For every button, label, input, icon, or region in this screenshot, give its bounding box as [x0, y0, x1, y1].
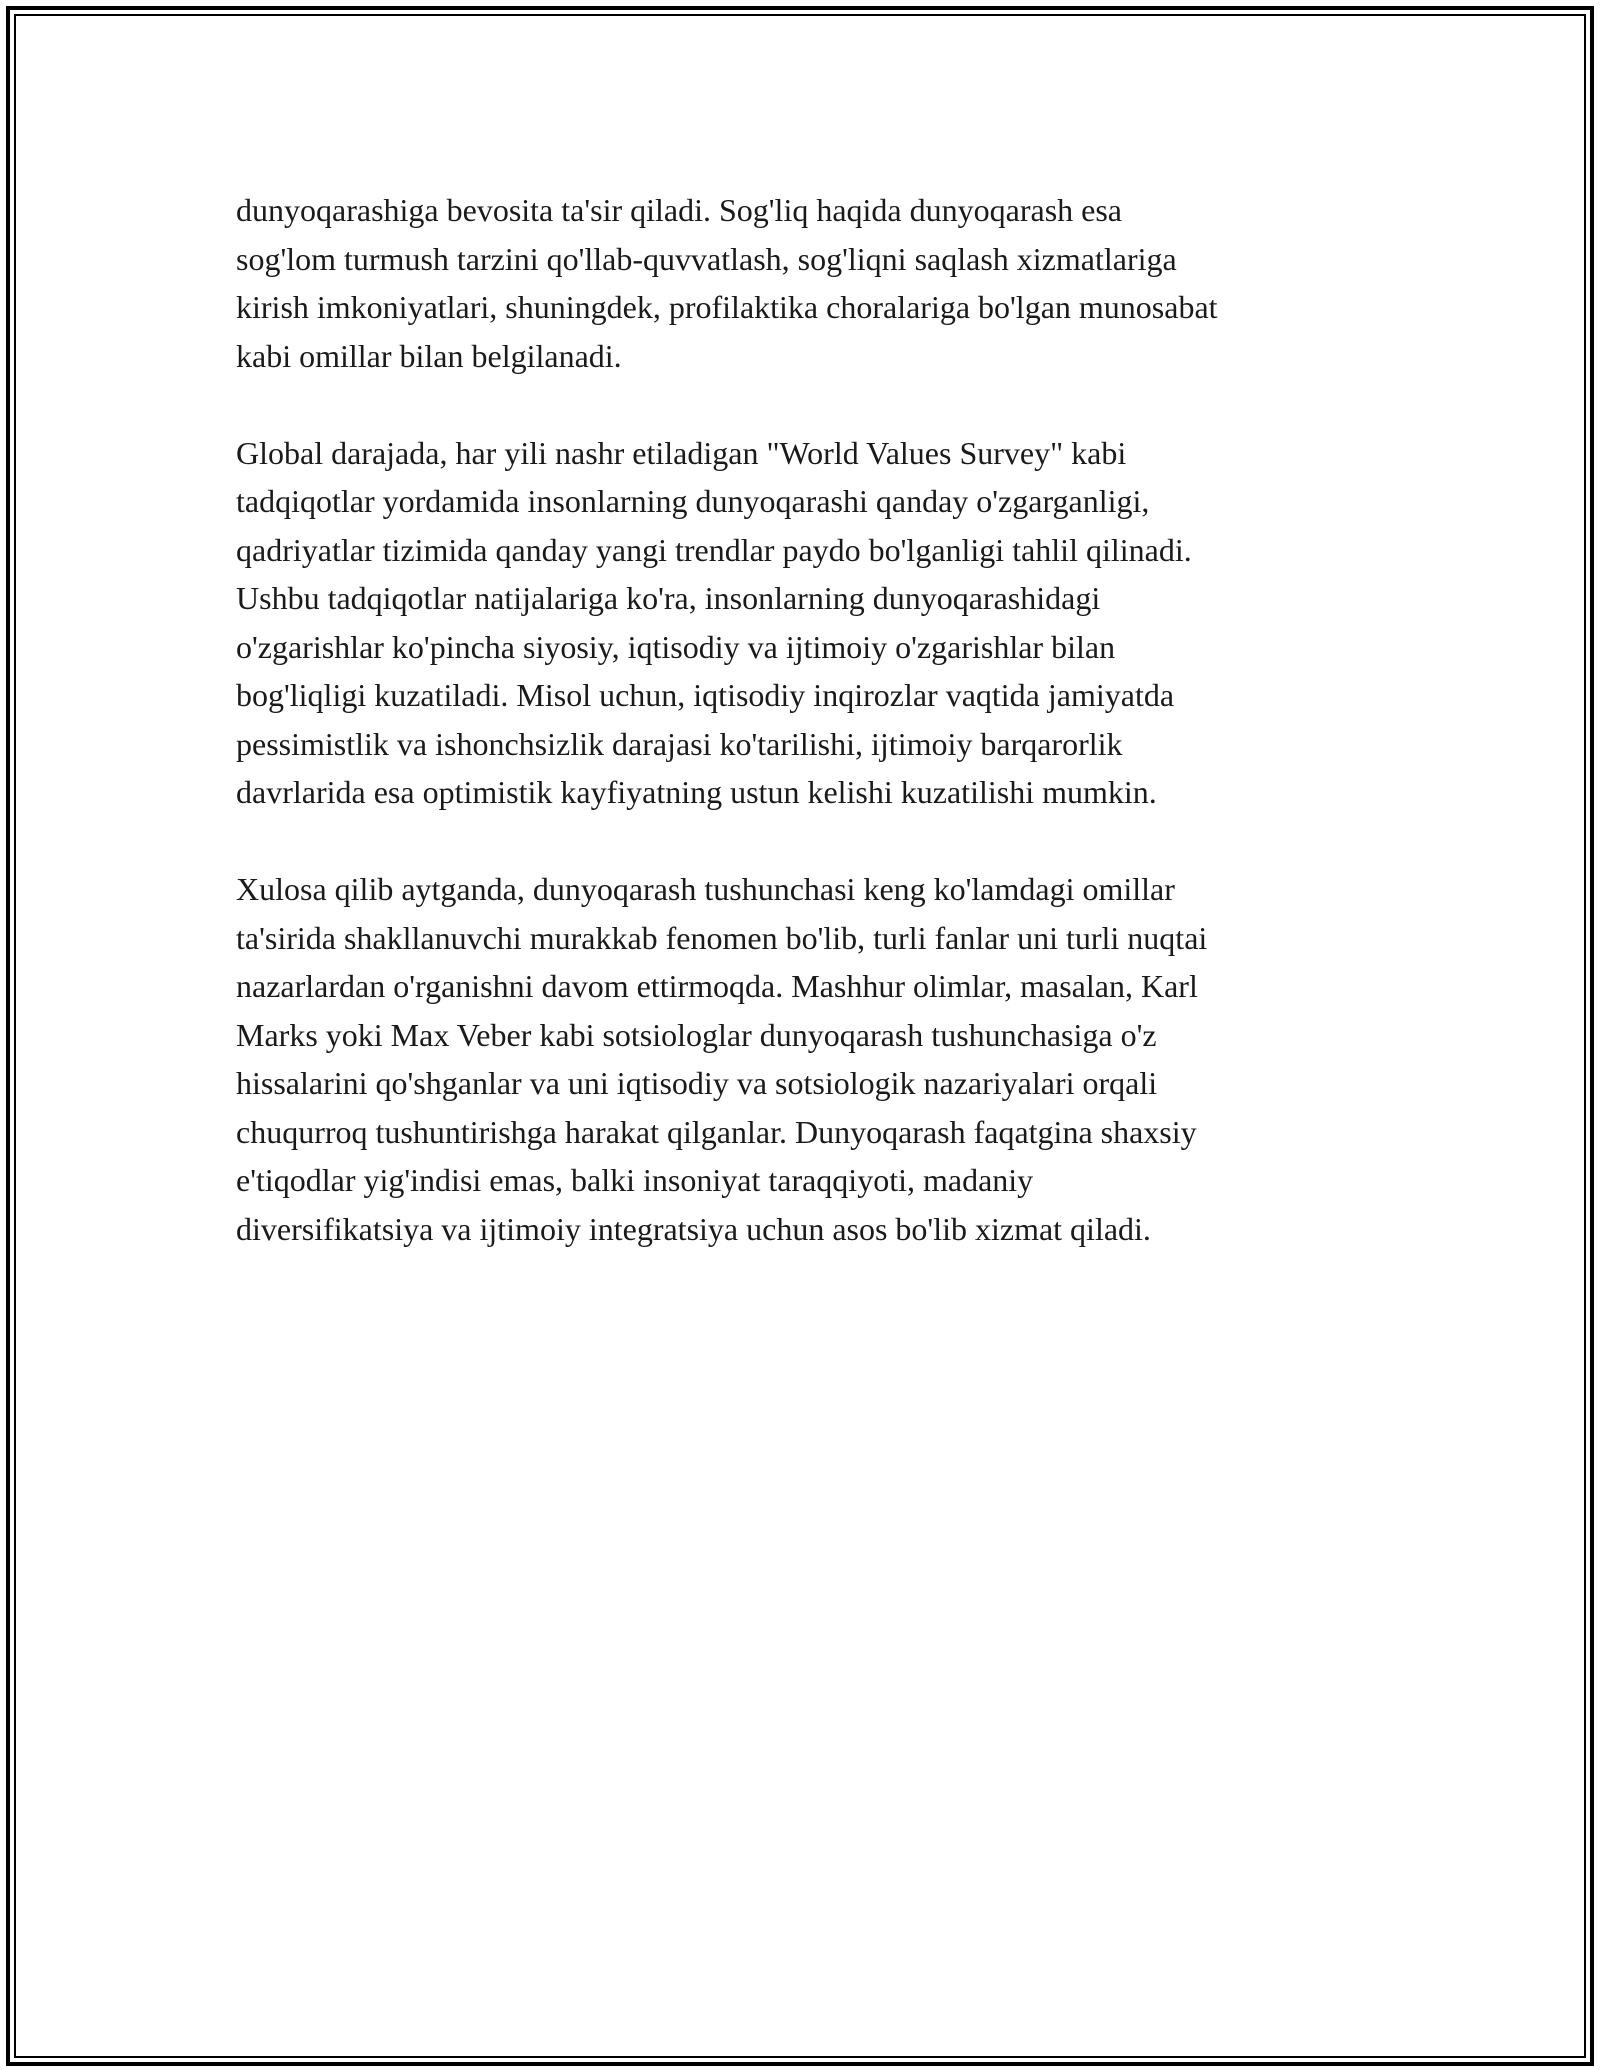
paragraph-world-values-survey: Global darajada, har yili nashr etiladigan "World Values Survey" kabi tadqiqotlar yordamida insonlarning dunyoqarashi qanday o'zgarganligi, qadriyatlar tizimida qanday yangi trendlar paydo bo'lganligi tahlil qilinadi. Ushbu tadqiqotlar natijalariga ko'ra, insonlarning dunyoqarashidagi o'zgarishlar ko'pincha siyosiy, iqtisodiy va ijtimoiy o'zgarishlar bilan bog'liqligi kuzatiladi. Misol uchun, iqtisodiy inqirozlar vaqtida jamiyatda pessimistlik va ishonchsizlik darajasi ko'tarilishi, ijtimoiy barqarorlik davrlarida esa optimistik kayfiyatning ustun kelishi kuzatilishi mumkin.	[236, 434, 1192, 810]
paragraph-conclusion: Xulosa qilib aytganda, dunyoqarash tushunchasi keng ko'lamdagi omillar ta'sirida shakllanuvchi murakkab fenomen bo'lib, turli fanlar uni turli nuqtai nazarlardan o'rganishni davom ettirmoqda. Mashhur olimlar, masalan, Karl Marks yoki Max Veber kabi sotsiologlar dunyoqarash tushunchasiga o'z hissalarini qo'shganlar va uni iqtisodiy va sotsiologik nazariyalari orqali chuqurroq tushuntirishga harakat qilganlar. Dunyoqarash faqatgina shaxsiy e'tiqodlar yig'indisi emas, balki insoniyat taraqqiyoti, madaniy diversifikatsiya va ijtimoiy integratsiya uchun asos bo'lib xizmat qiladi.	[236, 871, 1208, 1247]
document-body	[236, 186, 1376, 1302]
paragraph-health-worldview: dunyoqarashiga bevosita ta'sir qiladi. Sog'liq haqida dunyoqarash esa sog'lom turmush tarzini qo'llab-quvvatlash, sog'liqni saqlash xizmatlariga kirish imkoniyatlari, shuningdek, profilaktika choralariga bo'lgan munosabat kabi omillar bilan belgilanadi.	[236, 192, 1218, 374]
